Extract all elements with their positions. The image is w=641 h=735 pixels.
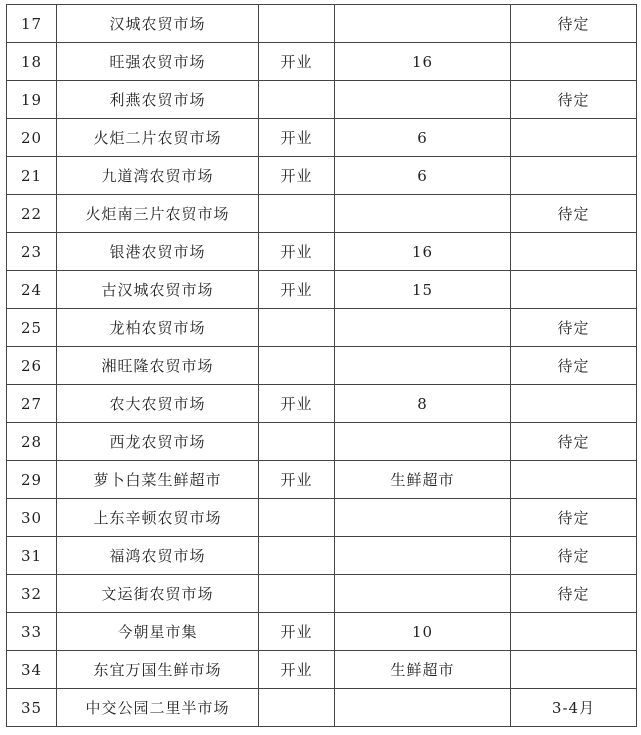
row-number: 20 xyxy=(7,119,57,157)
market-status: 开业 xyxy=(259,119,335,157)
market-name: 东宜万国生鲜市场 xyxy=(57,651,259,689)
row-number: 34 xyxy=(7,651,57,689)
table-row xyxy=(7,271,637,309)
market-status: 开业 xyxy=(259,157,335,195)
market-name: 西龙农贸市场 xyxy=(57,423,259,461)
row-number: 28 xyxy=(7,423,57,461)
market-name: 今朝星市集 xyxy=(57,613,259,651)
market-count: 16 xyxy=(335,233,511,271)
table-row xyxy=(7,537,637,575)
row-number: 35 xyxy=(7,689,57,727)
market-name: 火炬南三片农贸市场 xyxy=(57,195,259,233)
market-note: 待定 xyxy=(511,195,637,233)
table-row xyxy=(7,195,637,233)
market-name: 火炬二片农贸市场 xyxy=(57,119,259,157)
market-note: 待定 xyxy=(511,81,637,119)
market-name: 汉城农贸市场 xyxy=(57,5,259,43)
market-note: 待定 xyxy=(511,5,637,43)
market-status xyxy=(259,537,335,575)
market-count: 6 xyxy=(335,119,511,157)
market-count xyxy=(335,689,511,727)
row-number: 32 xyxy=(7,575,57,613)
market-note: 待定 xyxy=(511,309,637,347)
market-note xyxy=(511,157,637,195)
market-table-body xyxy=(7,5,637,727)
market-name: 旺强农贸市场 xyxy=(57,43,259,81)
market-note xyxy=(511,43,637,81)
row-number: 26 xyxy=(7,347,57,385)
market-count xyxy=(335,575,511,613)
market-name: 龙柏农贸市场 xyxy=(57,309,259,347)
market-count: 10 xyxy=(335,613,511,651)
market-count: 8 xyxy=(335,385,511,423)
market-name: 福鸿农贸市场 xyxy=(57,537,259,575)
market-status: 开业 xyxy=(259,461,335,499)
row-number: 30 xyxy=(7,499,57,537)
market-status: 开业 xyxy=(259,651,335,689)
market-note xyxy=(511,119,637,157)
market-status xyxy=(259,423,335,461)
market-name: 萝卜白菜生鲜超市 xyxy=(57,461,259,499)
market-count xyxy=(335,309,511,347)
market-count xyxy=(335,347,511,385)
table-row xyxy=(7,385,637,423)
market-name: 利燕农贸市场 xyxy=(57,81,259,119)
market-status: 开业 xyxy=(259,233,335,271)
market-status xyxy=(259,689,335,727)
market-note: 3-4月 xyxy=(511,689,637,727)
market-count: 16 xyxy=(335,43,511,81)
market-name: 中交公园二里半市场 xyxy=(57,689,259,727)
market-status: 开业 xyxy=(259,613,335,651)
market-count xyxy=(335,423,511,461)
row-number: 24 xyxy=(7,271,57,309)
table-row xyxy=(7,5,637,43)
row-number: 29 xyxy=(7,461,57,499)
table-row xyxy=(7,651,637,689)
market-count xyxy=(335,5,511,43)
table-row xyxy=(7,233,637,271)
row-number: 23 xyxy=(7,233,57,271)
table-row xyxy=(7,81,637,119)
market-note xyxy=(511,271,637,309)
table-row xyxy=(7,461,637,499)
market-status xyxy=(259,81,335,119)
market-note xyxy=(511,651,637,689)
market-count: 6 xyxy=(335,157,511,195)
market-note xyxy=(511,233,637,271)
row-number: 25 xyxy=(7,309,57,347)
market-name: 文运街农贸市场 xyxy=(57,575,259,613)
table-row xyxy=(7,119,637,157)
market-note xyxy=(511,613,637,651)
market-note: 待定 xyxy=(511,537,637,575)
market-count xyxy=(335,81,511,119)
market-name: 银港农贸市场 xyxy=(57,233,259,271)
market-count xyxy=(335,537,511,575)
row-number: 19 xyxy=(7,81,57,119)
table-row xyxy=(7,499,637,537)
row-number: 18 xyxy=(7,43,57,81)
market-count xyxy=(335,195,511,233)
market-note: 待定 xyxy=(511,575,637,613)
market-note xyxy=(511,461,637,499)
market-count: 生鲜超市 xyxy=(335,461,511,499)
market-count: 生鲜超市 xyxy=(335,651,511,689)
market-status xyxy=(259,347,335,385)
market-status: 开业 xyxy=(259,43,335,81)
market-table xyxy=(6,4,637,727)
market-note: 待定 xyxy=(511,499,637,537)
market-note: 待定 xyxy=(511,423,637,461)
table-row xyxy=(7,309,637,347)
market-status xyxy=(259,5,335,43)
table-row xyxy=(7,347,637,385)
row-number: 27 xyxy=(7,385,57,423)
market-name: 古汉城农贸市场 xyxy=(57,271,259,309)
row-number: 33 xyxy=(7,613,57,651)
table-row xyxy=(7,613,637,651)
market-count: 15 xyxy=(335,271,511,309)
row-number: 17 xyxy=(7,5,57,43)
market-status xyxy=(259,575,335,613)
market-name: 湘旺隆农贸市场 xyxy=(57,347,259,385)
table-row xyxy=(7,575,637,613)
market-status: 开业 xyxy=(259,271,335,309)
market-name: 农大农贸市场 xyxy=(57,385,259,423)
market-note: 待定 xyxy=(511,347,637,385)
table-row xyxy=(7,689,637,727)
market-name: 上东辛顿农贸市场 xyxy=(57,499,259,537)
market-note xyxy=(511,385,637,423)
row-number: 31 xyxy=(7,537,57,575)
market-status xyxy=(259,309,335,347)
row-number: 21 xyxy=(7,157,57,195)
market-status: 开业 xyxy=(259,385,335,423)
table-row xyxy=(7,423,637,461)
market-count xyxy=(335,499,511,537)
row-number: 22 xyxy=(7,195,57,233)
market-status xyxy=(259,499,335,537)
market-name: 九道湾农贸市场 xyxy=(57,157,259,195)
table-row xyxy=(7,157,637,195)
table-row xyxy=(7,43,637,81)
market-status xyxy=(259,195,335,233)
